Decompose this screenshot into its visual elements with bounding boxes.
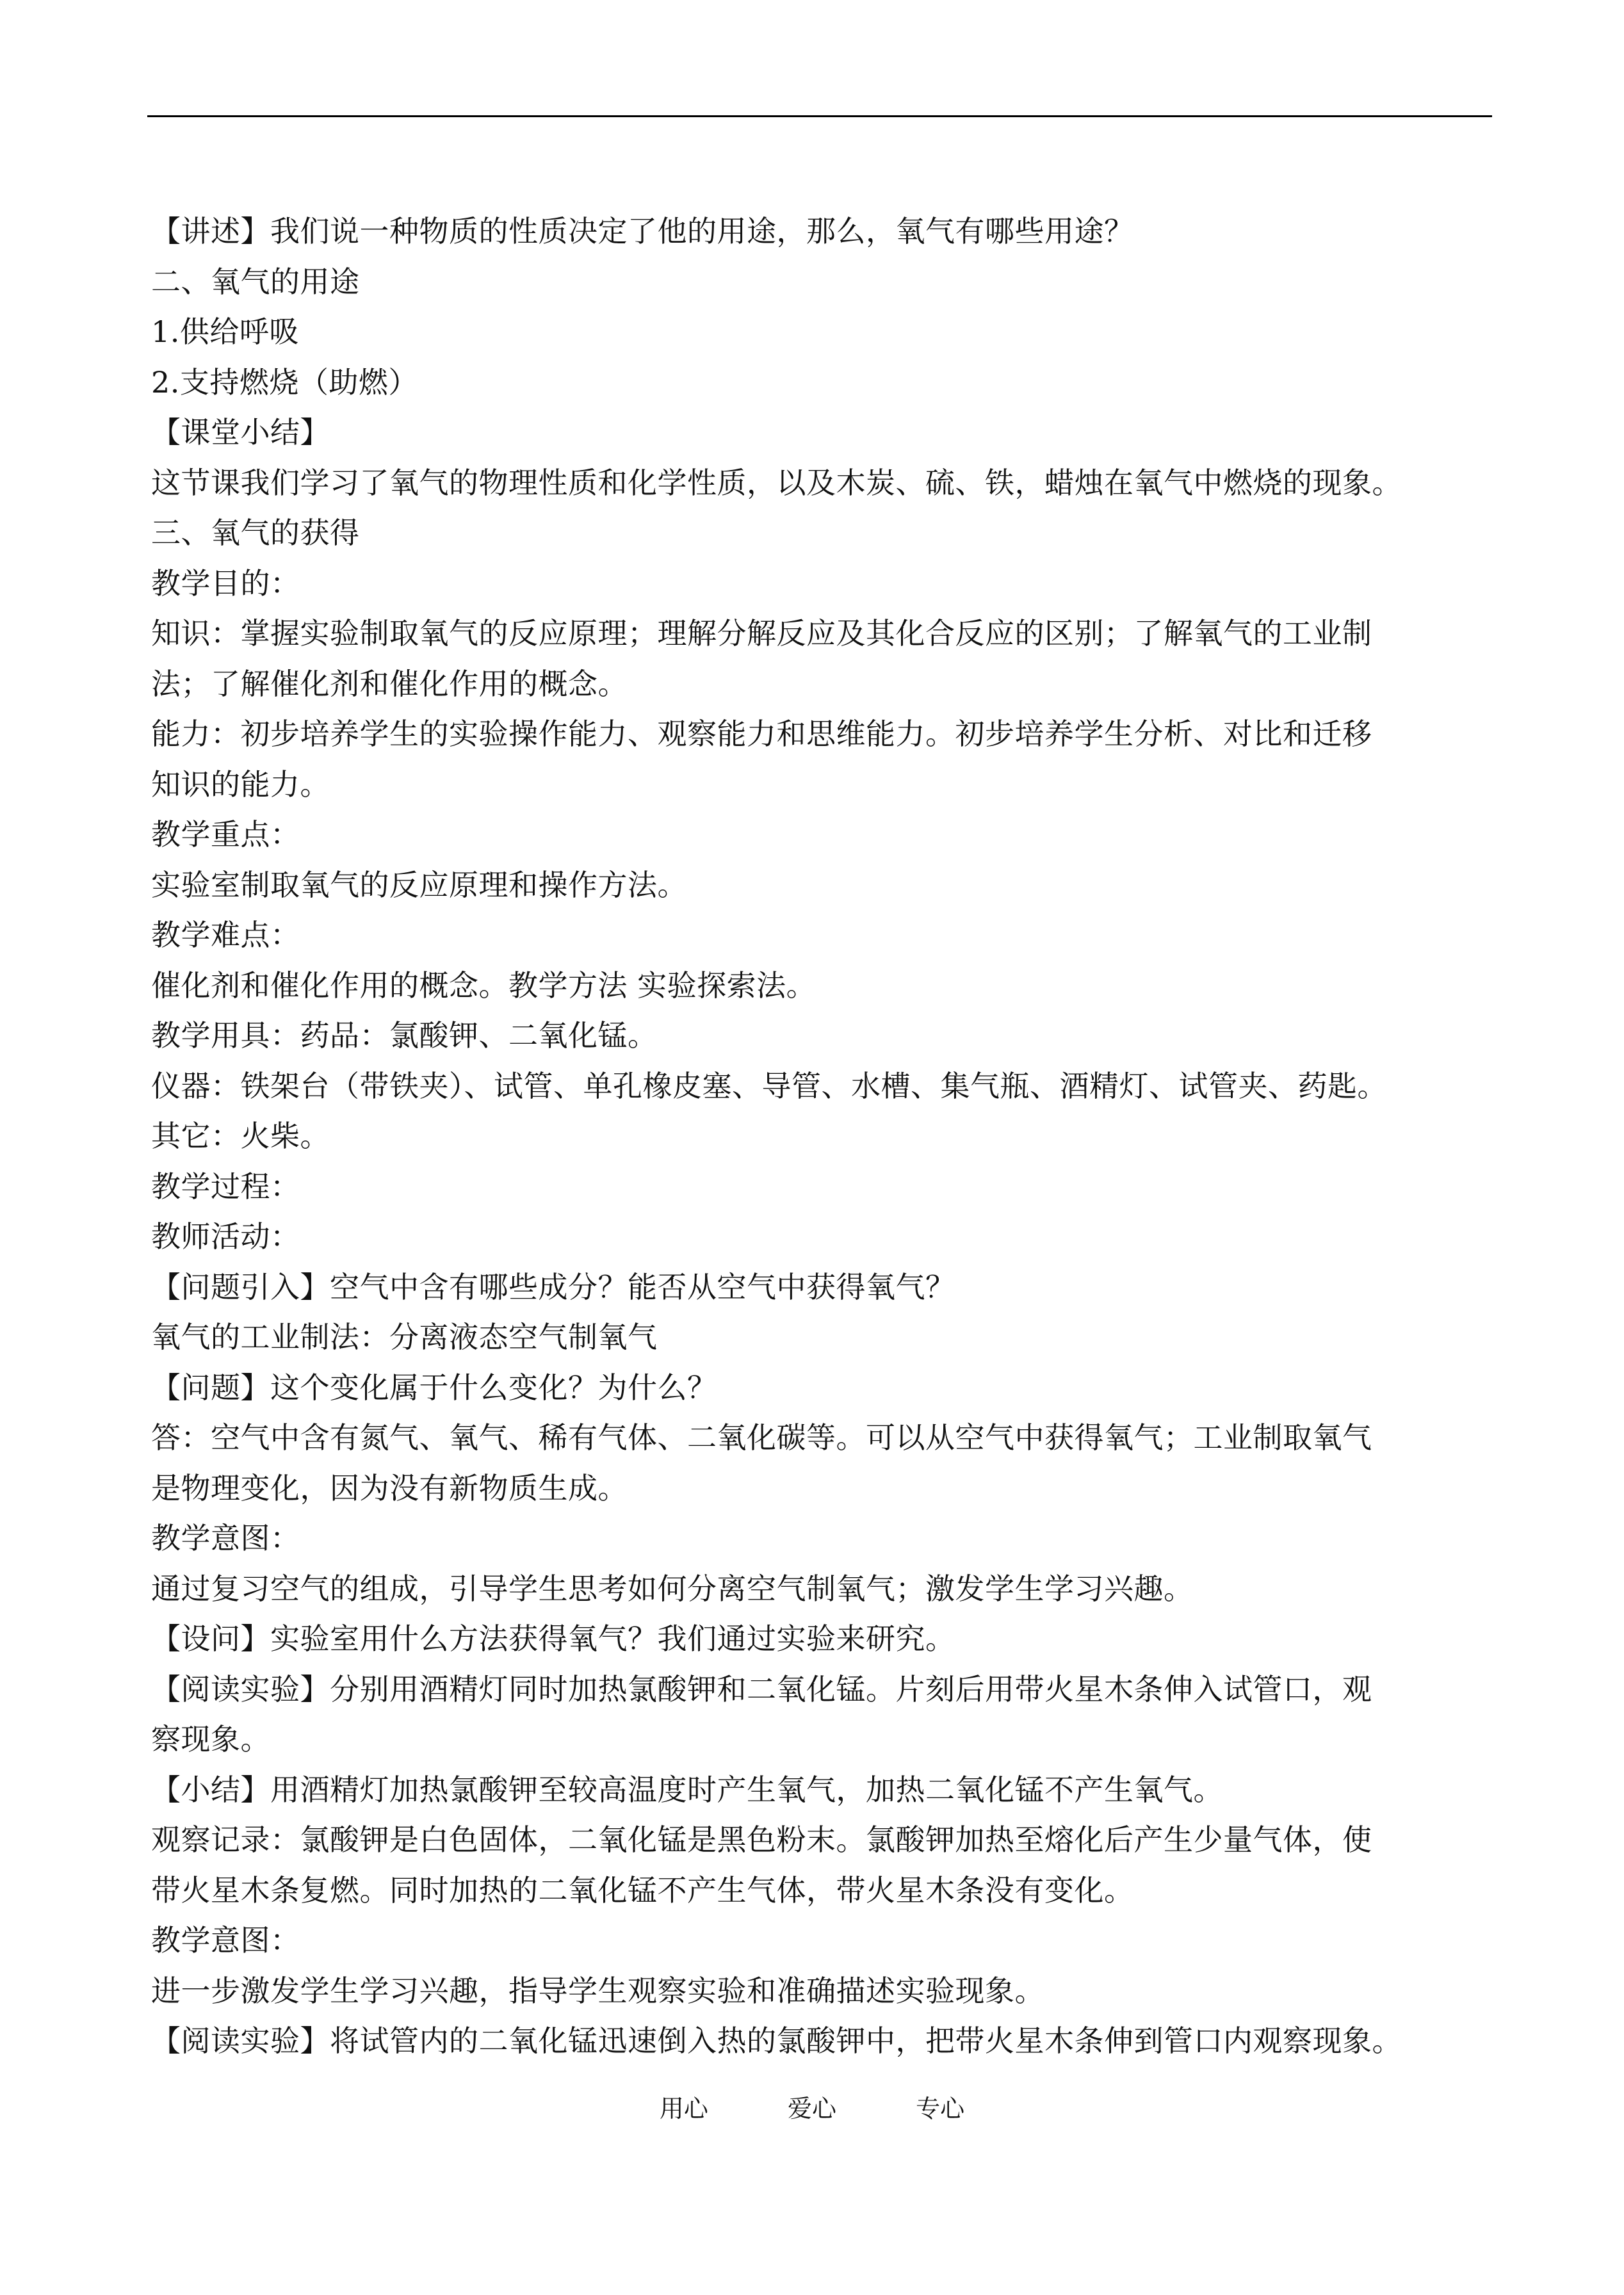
section-heading: 三、氧气的获得	[151, 515, 360, 550]
text-line: 教学意图：	[151, 1923, 300, 1958]
text-line: 教学用具：药品：氯酸钾、二氧化锰。	[151, 1018, 658, 1053]
text-line: 教师活动：	[151, 1219, 300, 1254]
text-line: 这节课我们学习了氧气的物理性质和化学性质，以及木炭、硫、铁，蜡烛在氧气中燃烧的现象。	[151, 465, 1402, 500]
text-line: 进一步激发学生学习兴趣，指导学生观察实验和准确描述实验现象。	[151, 1973, 1044, 2008]
text-line: 教学过程：	[151, 1169, 300, 1204]
text-line: 【问题引入】空气中含有哪些成分？能否从空气中获得氧气？	[151, 1269, 955, 1304]
text-line: 【阅读实验】将试管内的二氧化锰迅速倒入热的氯酸钾中，把带火星木条伸到管口内观察现象。	[151, 2023, 1402, 2058]
text-line: 教学目的：	[151, 565, 300, 601]
header-rule	[147, 115, 1492, 117]
text-line: 仪器：铁架台（带铁夹）、试管、单孔橡皮塞、导管、水槽、集气瓶、酒精灯、试管夹、药匙。	[151, 1068, 1387, 1103]
text-line: 【阅读实验】分别用酒精灯同时加热氯酸钾和二氧化锰。片刻后用带火星木条伸入试管口，观	[151, 1671, 1372, 1707]
text-line: 能力：初步培养学生的实验操作能力、观察能力和思维能力。初步培养学生分析、对比和迁移	[151, 717, 1372, 751]
list-item: 1.供给呼吸	[151, 314, 299, 349]
page-footer	[0, 2093, 1624, 2125]
text-line: 教学难点：	[151, 918, 300, 952]
text-line: 【问题】这个变化属于什么变化？为什么？	[151, 1370, 717, 1405]
text-line: 实验室制取氧气的反应原理和操作方法。	[151, 867, 687, 902]
footer-text: 专心	[916, 2095, 965, 2123]
text-line: 【小结】用酒精灯加热氯酸钾至较高温度时产生氧气，加热二氧化锰不产生氧气。	[151, 1772, 1223, 1807]
text-line: 答：空气中含有氮气、氧气、稀有气体、二氧化碳等。可以从空气中获得氧气；工业制取氧气	[151, 1420, 1372, 1455]
text-line: 知识的能力。	[151, 766, 330, 802]
text-line: 是物理变化，因为没有新物质生成。	[151, 1470, 628, 1505]
list-item: 2.支持燃烧（助燃）	[151, 364, 418, 400]
footer-text: 用心	[659, 2095, 708, 2123]
text-line: 催化剂和催化作用的概念。教学方法 实验探索法。	[151, 968, 816, 1003]
text-line: 通过复习空气的组成，引导学生思考如何分离空气制氧气；激发学生学习兴趣。	[151, 1571, 1194, 1606]
text-line: 【课堂小结】	[151, 415, 330, 450]
text-line: 教学意图：	[151, 1521, 300, 1555]
section-heading: 二、氧气的用途	[151, 264, 360, 299]
footer-text: 爱心	[787, 2095, 836, 2123]
text-line: 【讲述】我们说一种物质的性质决定了他的用途，那么，氧气有哪些用途？	[151, 214, 1134, 248]
text-line: 观察记录：氯酸钾是白色固体，二氧化锰是黑色粉末。氯酸钾加热至熔化后产生少量气体，使	[151, 1822, 1372, 1857]
text-line: 带火星木条复燃。同时加热的二氧化锰不产生气体，带火星木条没有变化。	[151, 1872, 1134, 1908]
text-line: 察现象。	[151, 1722, 270, 1756]
document-body	[151, 206, 1483, 2066]
text-line: 【设问】实验室用什么方法获得氧气？我们通过实验来研究。	[151, 1621, 955, 1656]
text-line: 法；了解催化剂和催化作用的概念。	[151, 666, 628, 701]
text-line: 其它：火柴。	[151, 1119, 330, 1153]
text-line: 知识：掌握实验制取氧气的反应原理；理解分解反应及其化合反应的区别；了解氧气的工业制	[151, 616, 1372, 651]
text-line: 氧气的工业制法：分离液态空气制氧气	[151, 1320, 658, 1354]
text-line: 教学重点：	[151, 817, 300, 852]
